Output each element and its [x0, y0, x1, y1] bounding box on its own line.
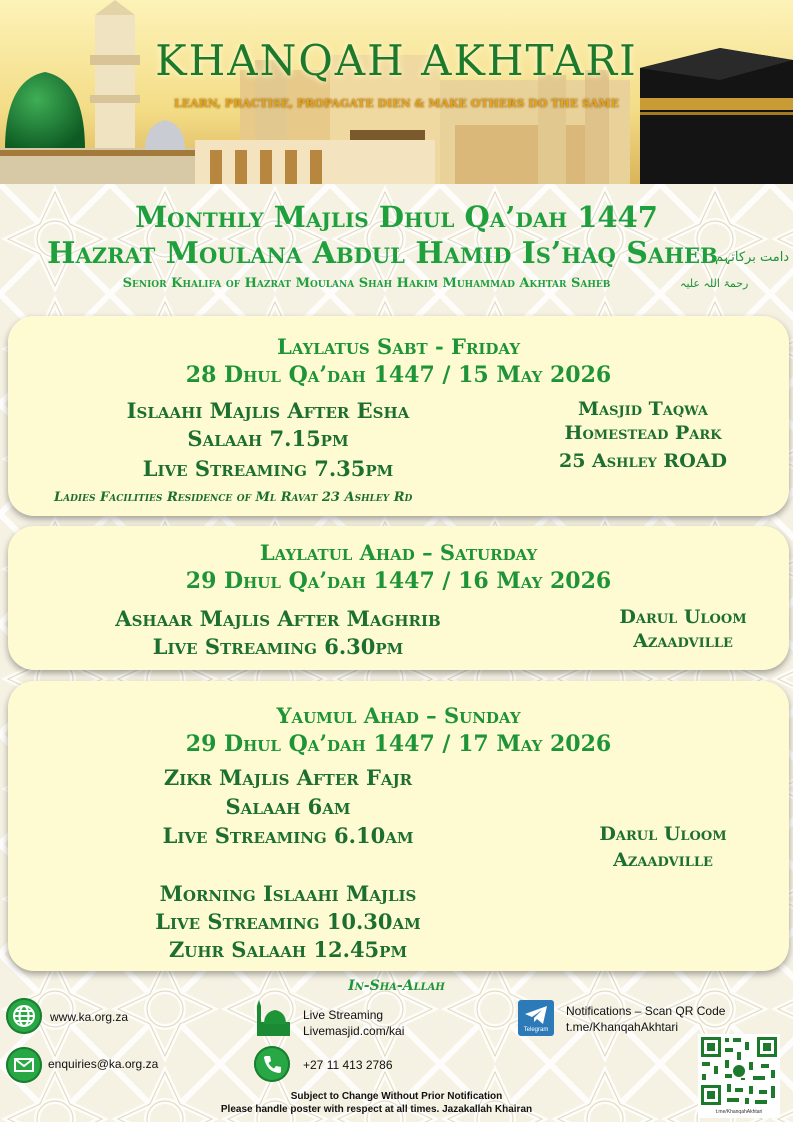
website-link[interactable]: www.ka.org.za: [50, 1010, 129, 1024]
heading-arabic-honorific: دامت برکاتہم: [715, 250, 790, 265]
event-line: Salaah 7.15pm: [187, 426, 349, 451]
telegram-icon[interactable]: [518, 1000, 554, 1036]
event-line: Zikr Majlis After Fajr: [163, 765, 413, 790]
event-card-friday: [8, 316, 789, 516]
header-banner: [0, 0, 793, 184]
stream-label: Live Streaming: [303, 1008, 384, 1022]
event-line: Live Streaming 10.30am: [155, 909, 421, 934]
event-date: 29 Dhul Qa’dah 1447 / 17 May 2026: [185, 731, 612, 757]
phone-icon: [254, 1046, 290, 1082]
event-venue: Azaadville: [613, 849, 713, 871]
site-tagline: LEARN, PRACTISE, PROPAGATE DIEN & MAKE OTHERS DO THE SAME: [174, 97, 619, 110]
heading-arabic-rahmatullah: رحمۃ اللہ علیہ: [680, 277, 749, 290]
event-line: Zuhr Salaah 12.45pm: [168, 937, 408, 962]
event-venue: Darul Uloom: [599, 823, 727, 845]
phone-number[interactable]: +27 11 413 2786: [303, 1058, 393, 1072]
event-venue: 25 Ashley ROAD: [559, 450, 727, 472]
telegram-icon-label: Telegram: [523, 1027, 549, 1033]
site-title: KHANQAH AKHTARI: [155, 36, 638, 85]
event-date: 28 Dhul Qa’dah 1447 / 15 May 2026: [185, 362, 612, 388]
masjid-icon: [254, 998, 294, 1038]
email-icon: [6, 1047, 42, 1083]
telegram-link[interactable]: t.me/KhanqahAkhtari: [566, 1020, 679, 1034]
event-title: Yaumul Ahad – Sunday: [276, 703, 521, 728]
event-line: Live Streaming 6.30pm: [152, 634, 404, 659]
event-line: Morning Islaahi Majlis: [159, 881, 417, 906]
disclaimer-change: Subject to Change Without Prior Notification: [290, 1091, 503, 1102]
event-venue: Darul Uloom: [619, 606, 747, 628]
globe-icon: [6, 998, 42, 1034]
event-line: Salaah 6am: [225, 794, 351, 819]
event-card-saturday: [8, 526, 789, 670]
heading-monthly-majlis: Monthly Majlis Dhul Qa’dah 1447: [135, 200, 658, 234]
insha-allah: In-Sha-Allah: [348, 978, 445, 994]
qr-caption: t.me/KhanqahAkhtari: [715, 1109, 763, 1115]
stream-link[interactable]: Livemasjid.com/kai: [303, 1024, 405, 1038]
event-line: Live Streaming 6.10am: [162, 823, 414, 848]
event-note: Ladies Facilities Residence of Ml Ravat 23 Ashley Rd: [54, 490, 413, 505]
event-date: 29 Dhul Qa’dah 1447 / 16 May 2026: [185, 568, 612, 594]
event-card-sunday: [8, 681, 789, 971]
disclaimer-respect: Please handle poster with respect at all times. Jazakallah Khairan: [220, 1104, 533, 1115]
event-venue: Homestead Park: [564, 422, 722, 444]
heading-senior-khalifa: Senior Khalifa of Hazrat Moulana Shah Hakim Muhammad Akhtar Saheb: [122, 276, 611, 291]
email-link[interactable]: enquiries@ka.org.za: [48, 1057, 159, 1071]
event-title: Laylatus Sabt - Friday: [276, 334, 521, 359]
event-line: Live Streaming 7.35pm: [142, 456, 394, 481]
banner-illustration: [0, 0, 793, 184]
heading-hazrat-name: Hazrat Moulana Abdul Hamid Is’haq Saheb: [47, 236, 718, 271]
event-venue: Masjid Taqwa: [577, 398, 709, 420]
event-line: Ashaar Majlis After Maghrib: [115, 606, 441, 631]
event-line: Islaahi Majlis After Esha: [126, 398, 410, 423]
event-title: Laylatul Ahad – Saturday: [259, 540, 538, 565]
event-venue: Azaadville: [633, 630, 733, 652]
notifications-label: Notifications – Scan QR Code: [566, 1004, 726, 1018]
